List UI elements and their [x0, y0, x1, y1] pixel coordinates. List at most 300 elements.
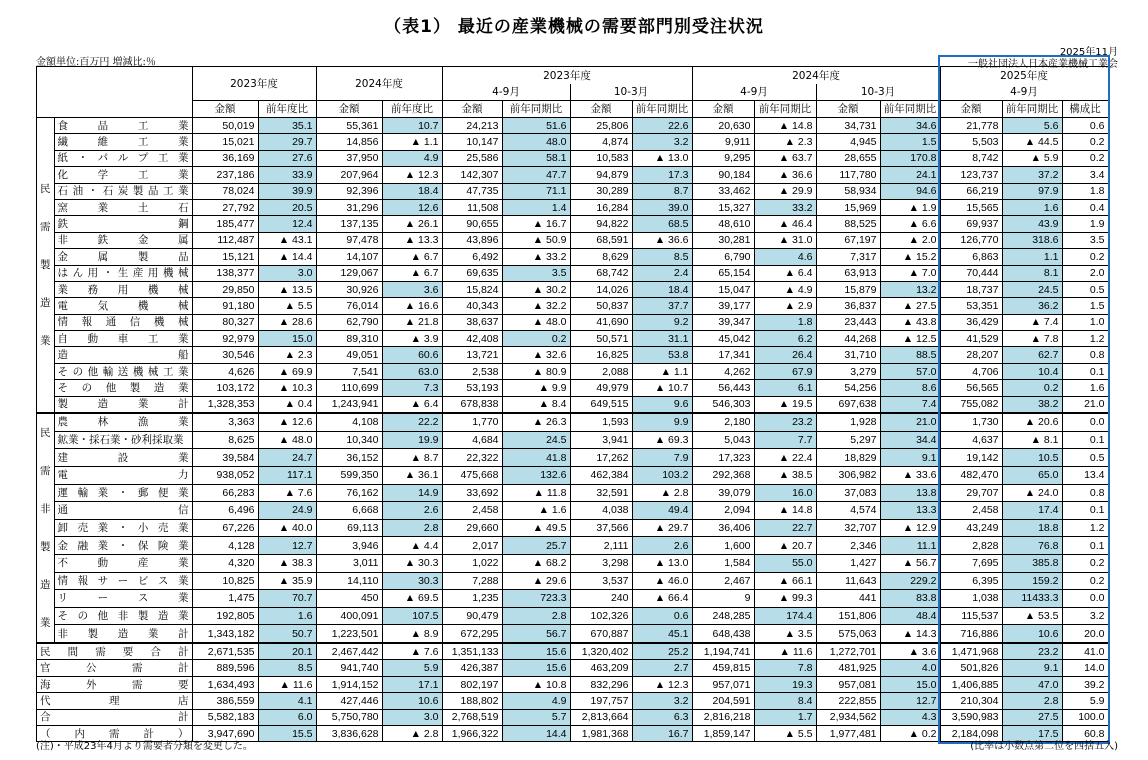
cell: ▲ 38.5	[754, 466, 816, 484]
cell: 4,038	[570, 502, 632, 520]
cell: 36,169	[192, 150, 258, 166]
cell: ▲ 99.3	[754, 590, 816, 608]
subheader-yoy_period-5: 前年同期比	[502, 101, 570, 118]
cell: 11.1	[880, 537, 940, 555]
cell: 91,180	[192, 298, 258, 314]
cell: ▲ 36.1	[382, 466, 442, 484]
cell: 7.8	[754, 660, 816, 676]
cell: 237,186	[192, 167, 258, 183]
cell: 4.3	[880, 709, 940, 725]
cell: 8,625	[192, 431, 258, 449]
cell: 6,496	[192, 502, 258, 520]
cell: 204,591	[692, 693, 754, 709]
table-row	[37, 676, 1109, 692]
table-row	[37, 380, 1109, 396]
cell: 5.6	[1002, 118, 1062, 134]
cell: 42,408	[442, 331, 502, 347]
cell: 55,361	[316, 118, 382, 134]
cell: 56.7	[502, 625, 570, 643]
cell: 475,668	[442, 466, 502, 484]
orders-table	[36, 66, 1109, 742]
cell: 23.2	[754, 413, 816, 431]
cell: 29,707	[940, 484, 1002, 502]
row-label: 運 輸 業 ・ 郵 便 業	[57, 486, 189, 499]
row-label: 金 融 業 ・ 保 険 業	[57, 539, 189, 552]
cell: 49,051	[316, 347, 382, 363]
cell: 10.4	[1002, 363, 1062, 379]
cell: ▲ 53.5	[1002, 607, 1062, 625]
table-row	[37, 314, 1109, 330]
cell: 49.4	[632, 502, 692, 520]
cell: 68,591	[570, 232, 632, 248]
cell: 68,742	[570, 265, 632, 281]
cell: 10,583	[570, 150, 632, 166]
cell: 45.1	[632, 625, 692, 643]
cell: 4,320	[192, 554, 258, 572]
cell: 2,671,535	[192, 643, 258, 660]
row-label: 代 理 店	[40, 694, 189, 707]
row-label: 鉄 鋼	[57, 218, 189, 231]
cell: 0.1	[1062, 363, 1108, 379]
row-label: そ の 他 輸 送 機 械 工 業	[57, 365, 189, 378]
cell: 22.6	[632, 118, 692, 134]
cell: 9	[692, 590, 754, 608]
cell: 2,111	[570, 537, 632, 555]
cell: 69,937	[940, 216, 1002, 232]
cell: 41.8	[502, 449, 570, 467]
cell: ▲ 2.8	[632, 484, 692, 502]
cell: 4,574	[816, 502, 880, 520]
cell: 0.5	[1062, 281, 1108, 297]
cell: 15.6	[502, 660, 570, 676]
cell: 197,757	[570, 693, 632, 709]
cell: 53,193	[442, 380, 502, 396]
cell: 67.9	[754, 363, 816, 379]
cell: ▲ 12.9	[880, 519, 940, 537]
cell: 103,172	[192, 380, 258, 396]
table-row	[37, 709, 1109, 725]
cell: 1,427	[816, 554, 880, 572]
cell: 400,091	[316, 607, 382, 625]
table-row	[37, 232, 1109, 248]
cell: 44,268	[816, 331, 880, 347]
cell: 63.0	[382, 363, 442, 379]
cell: 83.8	[880, 590, 940, 608]
row-label: 合 計	[40, 711, 189, 724]
cell: 67,197	[816, 232, 880, 248]
cell: 33,462	[692, 183, 754, 199]
cell: 12.7	[258, 537, 316, 555]
cell: 47.0	[1002, 676, 1062, 692]
cell: 546,303	[692, 396, 754, 413]
cell: 4,945	[816, 134, 880, 150]
table-row	[37, 590, 1109, 608]
subheader-yoy_period-11: 前年同期比	[880, 101, 940, 118]
cell: 2,538	[442, 363, 502, 379]
cell: 6,668	[316, 502, 382, 520]
cell: ▲ 16.6	[382, 298, 442, 314]
cell: 27.6	[258, 150, 316, 166]
cell: 103.2	[632, 466, 692, 484]
cell: 41,529	[940, 331, 1002, 347]
cell: 0.2	[1002, 380, 1062, 396]
cell: ▲ 3.5	[754, 625, 816, 643]
cell: ▲ 12.5	[880, 331, 940, 347]
cell: 4,128	[192, 537, 258, 555]
cell: 24.5	[502, 431, 570, 449]
cell: 185,477	[192, 216, 258, 232]
row-label: 非 鉄 金 属	[57, 234, 189, 247]
cell: ▲ 13.5	[258, 281, 316, 297]
cell: 2,467	[692, 572, 754, 590]
cell: 62.7	[1002, 347, 1062, 363]
cell: 0.8	[1062, 347, 1108, 363]
cell: 3,537	[570, 572, 632, 590]
table-row	[37, 519, 1109, 537]
cell: 11433.3	[1002, 590, 1062, 608]
cell: 462,384	[570, 466, 632, 484]
cell: ▲ 32.6	[502, 347, 570, 363]
row-label: 電 気 機 械	[57, 299, 189, 312]
row-label: は ん 用 ・ 生 産 用 機 械	[57, 267, 189, 280]
cell: ▲ 29.6	[502, 572, 570, 590]
cell: 38,637	[442, 314, 502, 330]
cell: 9.1	[880, 449, 940, 467]
cell: 14.0	[1062, 660, 1108, 676]
cell: 957,081	[816, 676, 880, 692]
cell: 2,184,098	[940, 725, 1002, 741]
cell: ▲ 33.2	[502, 249, 570, 265]
cell: 36,406	[692, 519, 754, 537]
cell: ▲ 6.7	[382, 249, 442, 265]
cell: 889,596	[192, 660, 258, 676]
cell: 1,977,481	[816, 725, 880, 741]
cell: ▲ 46.0	[632, 572, 692, 590]
cell: 32,707	[816, 519, 880, 537]
cell: 222,855	[816, 693, 880, 709]
cell: 22.7	[754, 519, 816, 537]
cell: 34.6	[880, 118, 940, 134]
subheader-yoy_period-7: 前年同期比	[632, 101, 692, 118]
cell: ▲ 20.7	[754, 537, 816, 555]
row-label: そ の 他 非 製 造 業	[57, 610, 189, 623]
cell: 68.5	[632, 216, 692, 232]
cell: 66,219	[940, 183, 1002, 199]
cell: ▲ 7.0	[880, 265, 940, 281]
cell: ▲ 66.4	[632, 590, 692, 608]
cell: 2,816,218	[692, 709, 754, 725]
cell: 48,610	[692, 216, 754, 232]
row-label: 民 間 需 要 合 計	[40, 645, 189, 658]
cell: 71.1	[502, 183, 570, 199]
cell: 3,298	[570, 554, 632, 572]
row-label: 農 林 漁 業	[57, 416, 189, 429]
header-fy2024: 2024年度	[316, 67, 442, 101]
cell: 1,584	[692, 554, 754, 572]
cell: 678,838	[442, 396, 502, 413]
cell: 17.3	[632, 167, 692, 183]
cell: 248,285	[692, 607, 754, 625]
cell: ▲ 69.9	[258, 363, 316, 379]
cell: 20.0	[1062, 625, 1108, 643]
cell: ▲ 12.6	[258, 413, 316, 431]
cell: 1,328,353	[192, 396, 258, 413]
cell: 427,446	[316, 693, 382, 709]
cell: 19.3	[754, 676, 816, 692]
cell: 670,887	[570, 625, 632, 643]
cell: ▲ 11.6	[258, 676, 316, 692]
cell: 3.2	[632, 693, 692, 709]
cell: 45,042	[692, 331, 754, 347]
table-row	[37, 347, 1109, 363]
cell: 69,635	[442, 265, 502, 281]
cell: 39.0	[632, 199, 692, 215]
header-fy2024-periods: 2024年度	[692, 67, 940, 85]
cell: 18.4	[632, 281, 692, 297]
cell: ▲ 26.3	[502, 413, 570, 431]
cell: ▲ 14.8	[754, 118, 816, 134]
cell: 229.2	[880, 572, 940, 590]
table-row	[37, 167, 1109, 183]
subheader-yoy_period-9: 前年同期比	[754, 101, 816, 118]
table-row	[37, 199, 1109, 215]
cell: 5.9	[1062, 693, 1108, 709]
cell: 41.0	[1062, 643, 1108, 660]
cell: ▲ 36.6	[632, 232, 692, 248]
table-row	[37, 281, 1109, 297]
cell: 1.5	[880, 134, 940, 150]
table-row	[37, 502, 1109, 520]
cell: ▲ 35.9	[258, 572, 316, 590]
cell: 54,256	[816, 380, 880, 396]
row-label: 石 油 ・ 石 炭 製 品 工 業	[57, 185, 189, 198]
cell: 3.4	[1062, 167, 1108, 183]
cell: 17.4	[1002, 502, 1062, 520]
cell: ▲ 10.8	[502, 676, 570, 692]
row-label: 業 務 用 機 械	[57, 283, 189, 296]
cell: 107.5	[382, 607, 442, 625]
cell: 1.2	[1062, 519, 1108, 537]
cell: 2,813,664	[570, 709, 632, 725]
cell: 16.0	[754, 484, 816, 502]
table-row	[37, 660, 1109, 676]
cell: 97.9	[1002, 183, 1062, 199]
subheader-amount-10: 金額	[816, 101, 880, 118]
cell: ▲ 14.3	[880, 625, 940, 643]
cell: 29,850	[192, 281, 258, 297]
cell: 49,979	[570, 380, 632, 396]
cell: 14,107	[316, 249, 382, 265]
cell: 1,634,493	[192, 676, 258, 692]
row-label: （ 内 需 計 ）	[40, 727, 189, 740]
header-2024-h1: 4-9月	[692, 84, 816, 101]
cell: 957,071	[692, 676, 754, 692]
cell: 15,021	[192, 134, 258, 150]
cell: 15,565	[940, 199, 1002, 215]
cell: 0.2	[1062, 150, 1108, 166]
subheader-yoy_fy-1: 前年度比	[258, 101, 316, 118]
cell: 32,591	[570, 484, 632, 502]
row-label: そ の 他 製 造 業	[57, 381, 189, 394]
cell: ▲ 10.7	[632, 380, 692, 396]
cell: 0.1	[1062, 502, 1108, 520]
table-row	[37, 183, 1109, 199]
cell: ▲ 69.3	[632, 431, 692, 449]
cell: 1,770	[442, 413, 502, 431]
cell: 0.5	[1062, 449, 1108, 467]
cell: 1.1	[1002, 249, 1062, 265]
cell: 832,296	[570, 676, 632, 692]
cell: ▲ 8.4	[502, 396, 570, 413]
cell: ▲ 36.6	[754, 167, 816, 183]
cell: 115,537	[940, 607, 1002, 625]
cell: 15,824	[442, 281, 502, 297]
cell: 28,655	[816, 150, 880, 166]
cell: 0.6	[1062, 118, 1108, 134]
cell: 4,684	[442, 431, 502, 449]
cell: ▲ 30.3	[382, 554, 442, 572]
cell: 7.3	[382, 380, 442, 396]
cell: ▲ 3.6	[880, 643, 940, 660]
cell: 501,826	[940, 660, 1002, 676]
cell: ▲ 11.6	[754, 643, 816, 660]
cell: 697,638	[816, 396, 880, 413]
cell: 55.0	[754, 554, 816, 572]
cell: ▲ 1.1	[382, 134, 442, 150]
cell: 1,471,968	[940, 643, 1002, 660]
cell: 30,289	[570, 183, 632, 199]
cell: 35.1	[258, 118, 316, 134]
cell: 1,243,941	[316, 396, 382, 413]
cell: 8,742	[940, 150, 1002, 166]
rounding-note: (比率は小数点第二位を四捨五入)	[970, 741, 1118, 752]
cell: 27,792	[192, 199, 258, 215]
cell: 39,584	[192, 449, 258, 467]
cell: 50.7	[258, 625, 316, 643]
cell: ▲ 7.6	[382, 643, 442, 660]
cell: ▲ 80.9	[502, 363, 570, 379]
cell: 26.4	[754, 347, 816, 363]
row-label: 建 設 業	[57, 451, 189, 464]
cell: 15,969	[816, 199, 880, 215]
cell: 1,730	[940, 413, 1002, 431]
cell: 0.0	[1062, 590, 1108, 608]
row-label: 海 外 需 要	[40, 678, 189, 691]
row-label: 食 品 工 業	[57, 119, 189, 132]
cell: 9,911	[692, 134, 754, 150]
cell: 8.7	[632, 183, 692, 199]
cell: 723.3	[502, 590, 570, 608]
cell: 31,710	[816, 347, 880, 363]
cell: 20.5	[258, 199, 316, 215]
cell: 1.4	[502, 199, 570, 215]
cell: 306,982	[816, 466, 880, 484]
cell: 117,780	[816, 167, 880, 183]
cell: 10,825	[192, 572, 258, 590]
table-row	[37, 449, 1109, 467]
cell: 94.6	[880, 183, 940, 199]
header-2023-h1: 4-9月	[442, 84, 570, 101]
cell: 7.9	[632, 449, 692, 467]
cell: 938,052	[192, 466, 258, 484]
cell: 174.4	[754, 607, 816, 625]
cell: ▲ 31.0	[754, 232, 816, 248]
cell: 27.5	[1002, 709, 1062, 725]
table-row	[37, 118, 1109, 134]
cell: ▲ 8.9	[382, 625, 442, 643]
cell: 5,043	[692, 431, 754, 449]
cell: 19,142	[940, 449, 1002, 467]
cell: ▲ 4.9	[754, 281, 816, 297]
cell: ▲ 29.7	[632, 519, 692, 537]
cell: ▲ 24.0	[1002, 484, 1062, 502]
cell: 76,014	[316, 298, 382, 314]
cell: 15.5	[258, 725, 316, 741]
subheader-share-14: 構成比	[1062, 101, 1108, 118]
cell: ▲ 22.4	[754, 449, 816, 467]
cell: 2.0	[1062, 265, 1108, 281]
cell: 36.2	[1002, 298, 1062, 314]
cell: 39,347	[692, 314, 754, 330]
cell: 25.7	[502, 537, 570, 555]
cell: 33.9	[258, 167, 316, 183]
cell: 51.6	[502, 118, 570, 134]
row-label: 非 製 造 業 計	[57, 627, 189, 640]
cell: 1,475	[192, 590, 258, 608]
page-title: （表1） 最近の産業機械の需要部門別受注状況	[384, 17, 764, 37]
cell: 88,525	[816, 216, 880, 232]
cell: 4.1	[258, 693, 316, 709]
cell: 426,387	[442, 660, 502, 676]
cell: ▲ 2.0	[880, 232, 940, 248]
cell: 13.2	[880, 281, 940, 297]
cell: 0.1	[1062, 537, 1108, 555]
subheader-amount-6: 金額	[570, 101, 632, 118]
cell: 20.1	[258, 643, 316, 660]
cell: ▲ 8.7	[382, 449, 442, 467]
cell: ▲ 63.7	[754, 150, 816, 166]
group-label: 民 需 製 造 業	[37, 118, 55, 414]
cell: 170.8	[880, 150, 940, 166]
cell: 25,806	[570, 118, 632, 134]
cell: 3,947,690	[192, 725, 258, 741]
cell: 2,458	[940, 502, 1002, 520]
cell: 70,444	[940, 265, 1002, 281]
cell: 4,626	[192, 363, 258, 379]
cell: ▲ 0.2	[880, 725, 940, 741]
cell: 19.9	[382, 431, 442, 449]
cell: 65,154	[692, 265, 754, 281]
subheader-amount-12: 金額	[940, 101, 1002, 118]
cell: 7.4	[880, 396, 940, 413]
table-row	[37, 396, 1109, 413]
cell: ▲ 7.8	[1002, 331, 1062, 347]
cell: 6.1	[754, 380, 816, 396]
cell: 48.4	[880, 607, 940, 625]
cell: 10.5	[1002, 449, 1062, 467]
cell: 94,822	[570, 216, 632, 232]
cell: 62,790	[316, 314, 382, 330]
cell: 18.4	[382, 183, 442, 199]
cell: 2,094	[692, 502, 754, 520]
cell: 3,941	[570, 431, 632, 449]
cell: ▲ 6.4	[754, 265, 816, 281]
cell: 4,262	[692, 363, 754, 379]
cell: 1,194,741	[692, 643, 754, 660]
cell: ▲ 48.0	[502, 314, 570, 330]
footnote: (注)・平成23年4月より需要者分類を変更した。	[36, 741, 253, 752]
cell: 463,209	[570, 660, 632, 676]
